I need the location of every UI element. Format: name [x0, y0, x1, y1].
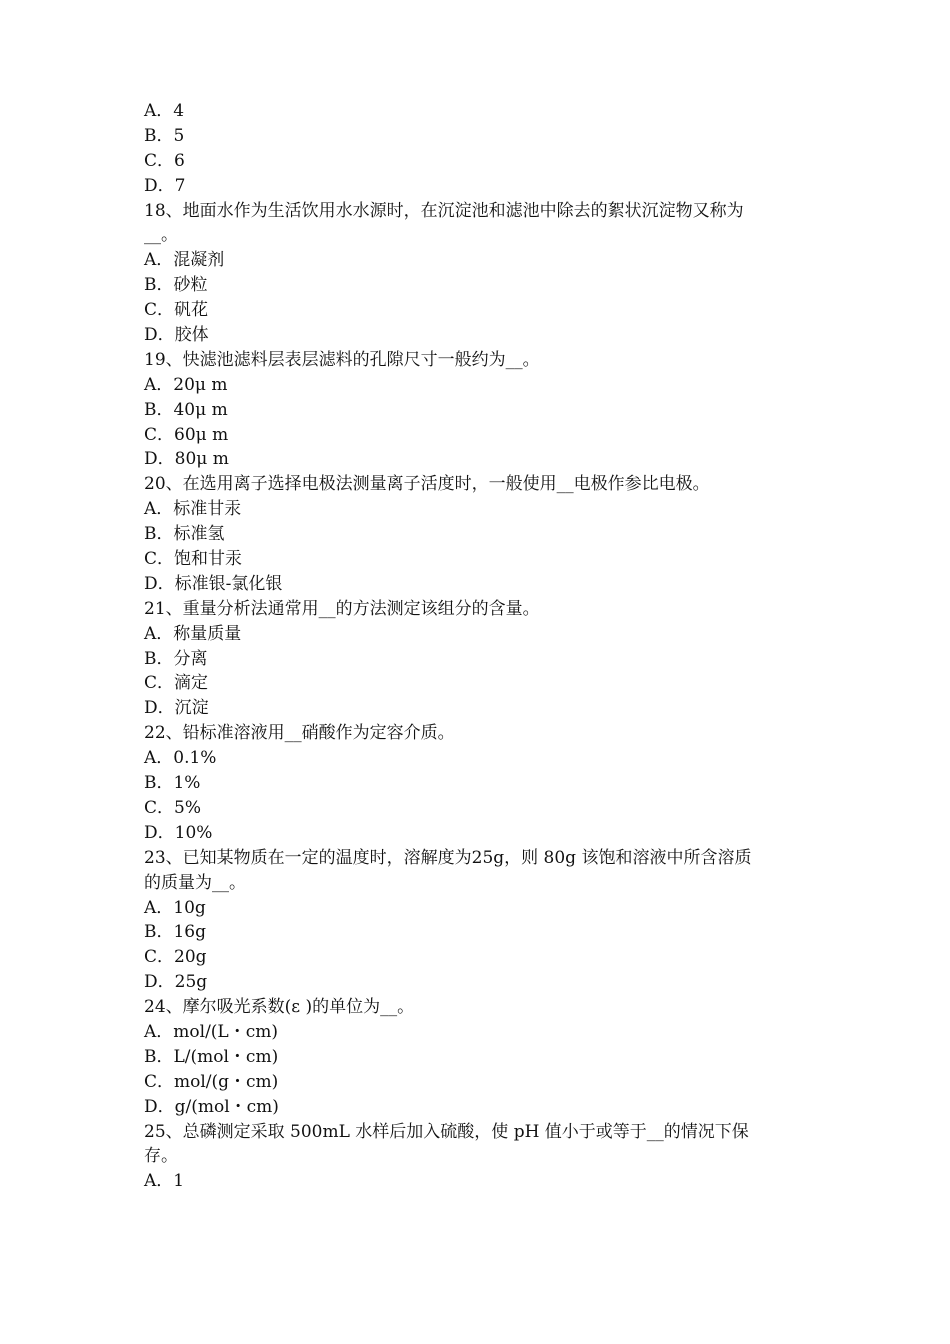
question-25-text: 25、总磷测定采取 500mL 水样后加入硫酸，使 pH 值小于或等于__的情况下保 [144, 1121, 749, 1142]
question-22-text: 22、铅标准溶液用__硝酸作为定容介质。 [144, 723, 455, 744]
option-line: B．5 [144, 125, 185, 146]
option-line: D．沉淀 [144, 698, 209, 719]
option-line: D．10% [144, 822, 213, 843]
option-line: D．g/(mol・cm) [144, 1096, 279, 1117]
question-21-text: 21、重量分析法通常用__的方法测定该组分的含量。 [144, 598, 540, 619]
question-24-text: 24、摩尔吸光系数(ε )的单位为__。 [144, 997, 415, 1018]
question-18-text: 18、地面水作为生活饮用水水源时，在沉淀池和滤池中除去的絮状沉淀物又称为 [144, 200, 744, 221]
option-line: C．滴定 [144, 673, 209, 694]
option-line: A．标准甘汞 [144, 499, 242, 520]
option-line: A．0.1% [144, 748, 217, 769]
option-line: A．20μ m [144, 374, 228, 395]
option-line: C．60μ m [144, 424, 229, 445]
option-line: D．25g [144, 972, 208, 993]
option-line: C．6 [144, 150, 185, 171]
question-25-text-cont: 存。 [144, 1146, 178, 1167]
option-line: A．称量质量 [144, 623, 242, 644]
option-line: A．4 [144, 101, 185, 121]
question-23-text: 23、已知某物质在一定的温度时，溶解度为25g，则 80g 该饱和溶液中所含溶质 [144, 847, 752, 868]
option-line: B．砂粒 [144, 275, 208, 296]
option-line: C．mol/(g・cm) [144, 1071, 279, 1092]
option-line: A．混凝剂 [144, 250, 225, 271]
option-line: A．10g [144, 897, 206, 918]
option-line: B．40μ m [144, 399, 228, 420]
option-line: C．20g [144, 947, 207, 968]
option-line: B．标准氢 [144, 524, 225, 545]
option-line: D．7 [144, 175, 186, 196]
question-23-text-cont: 的质量为__。 [144, 872, 246, 893]
question-20-text: 20、在选用离子选择电极法测量离子活度时，一般使用__电极作参比电极。 [144, 474, 710, 495]
question-list [144, 99, 814, 1194]
option-line: C．矾花 [144, 300, 209, 321]
option-line: B．L/(mol・cm) [144, 1046, 279, 1067]
option-line: B．1% [144, 773, 201, 794]
option-line: C．5% [144, 797, 201, 818]
question-18-text-cont: __。 [144, 225, 178, 246]
option-line: A．1 [144, 1171, 185, 1192]
option-line: B．16g [144, 922, 207, 943]
option-line: A．mol/(L・cm) [144, 1021, 278, 1042]
option-line: C．饱和甘汞 [144, 549, 243, 570]
option-line: D．标准银-氯化银 [144, 573, 283, 594]
option-line: D．胶体 [144, 325, 209, 346]
question-19-text: 19、快滤池滤料层表层滤料的孔隙尺寸一般约为__。 [144, 349, 540, 370]
option-line: D．80μ m [144, 449, 229, 470]
option-line: B．分离 [144, 648, 208, 669]
